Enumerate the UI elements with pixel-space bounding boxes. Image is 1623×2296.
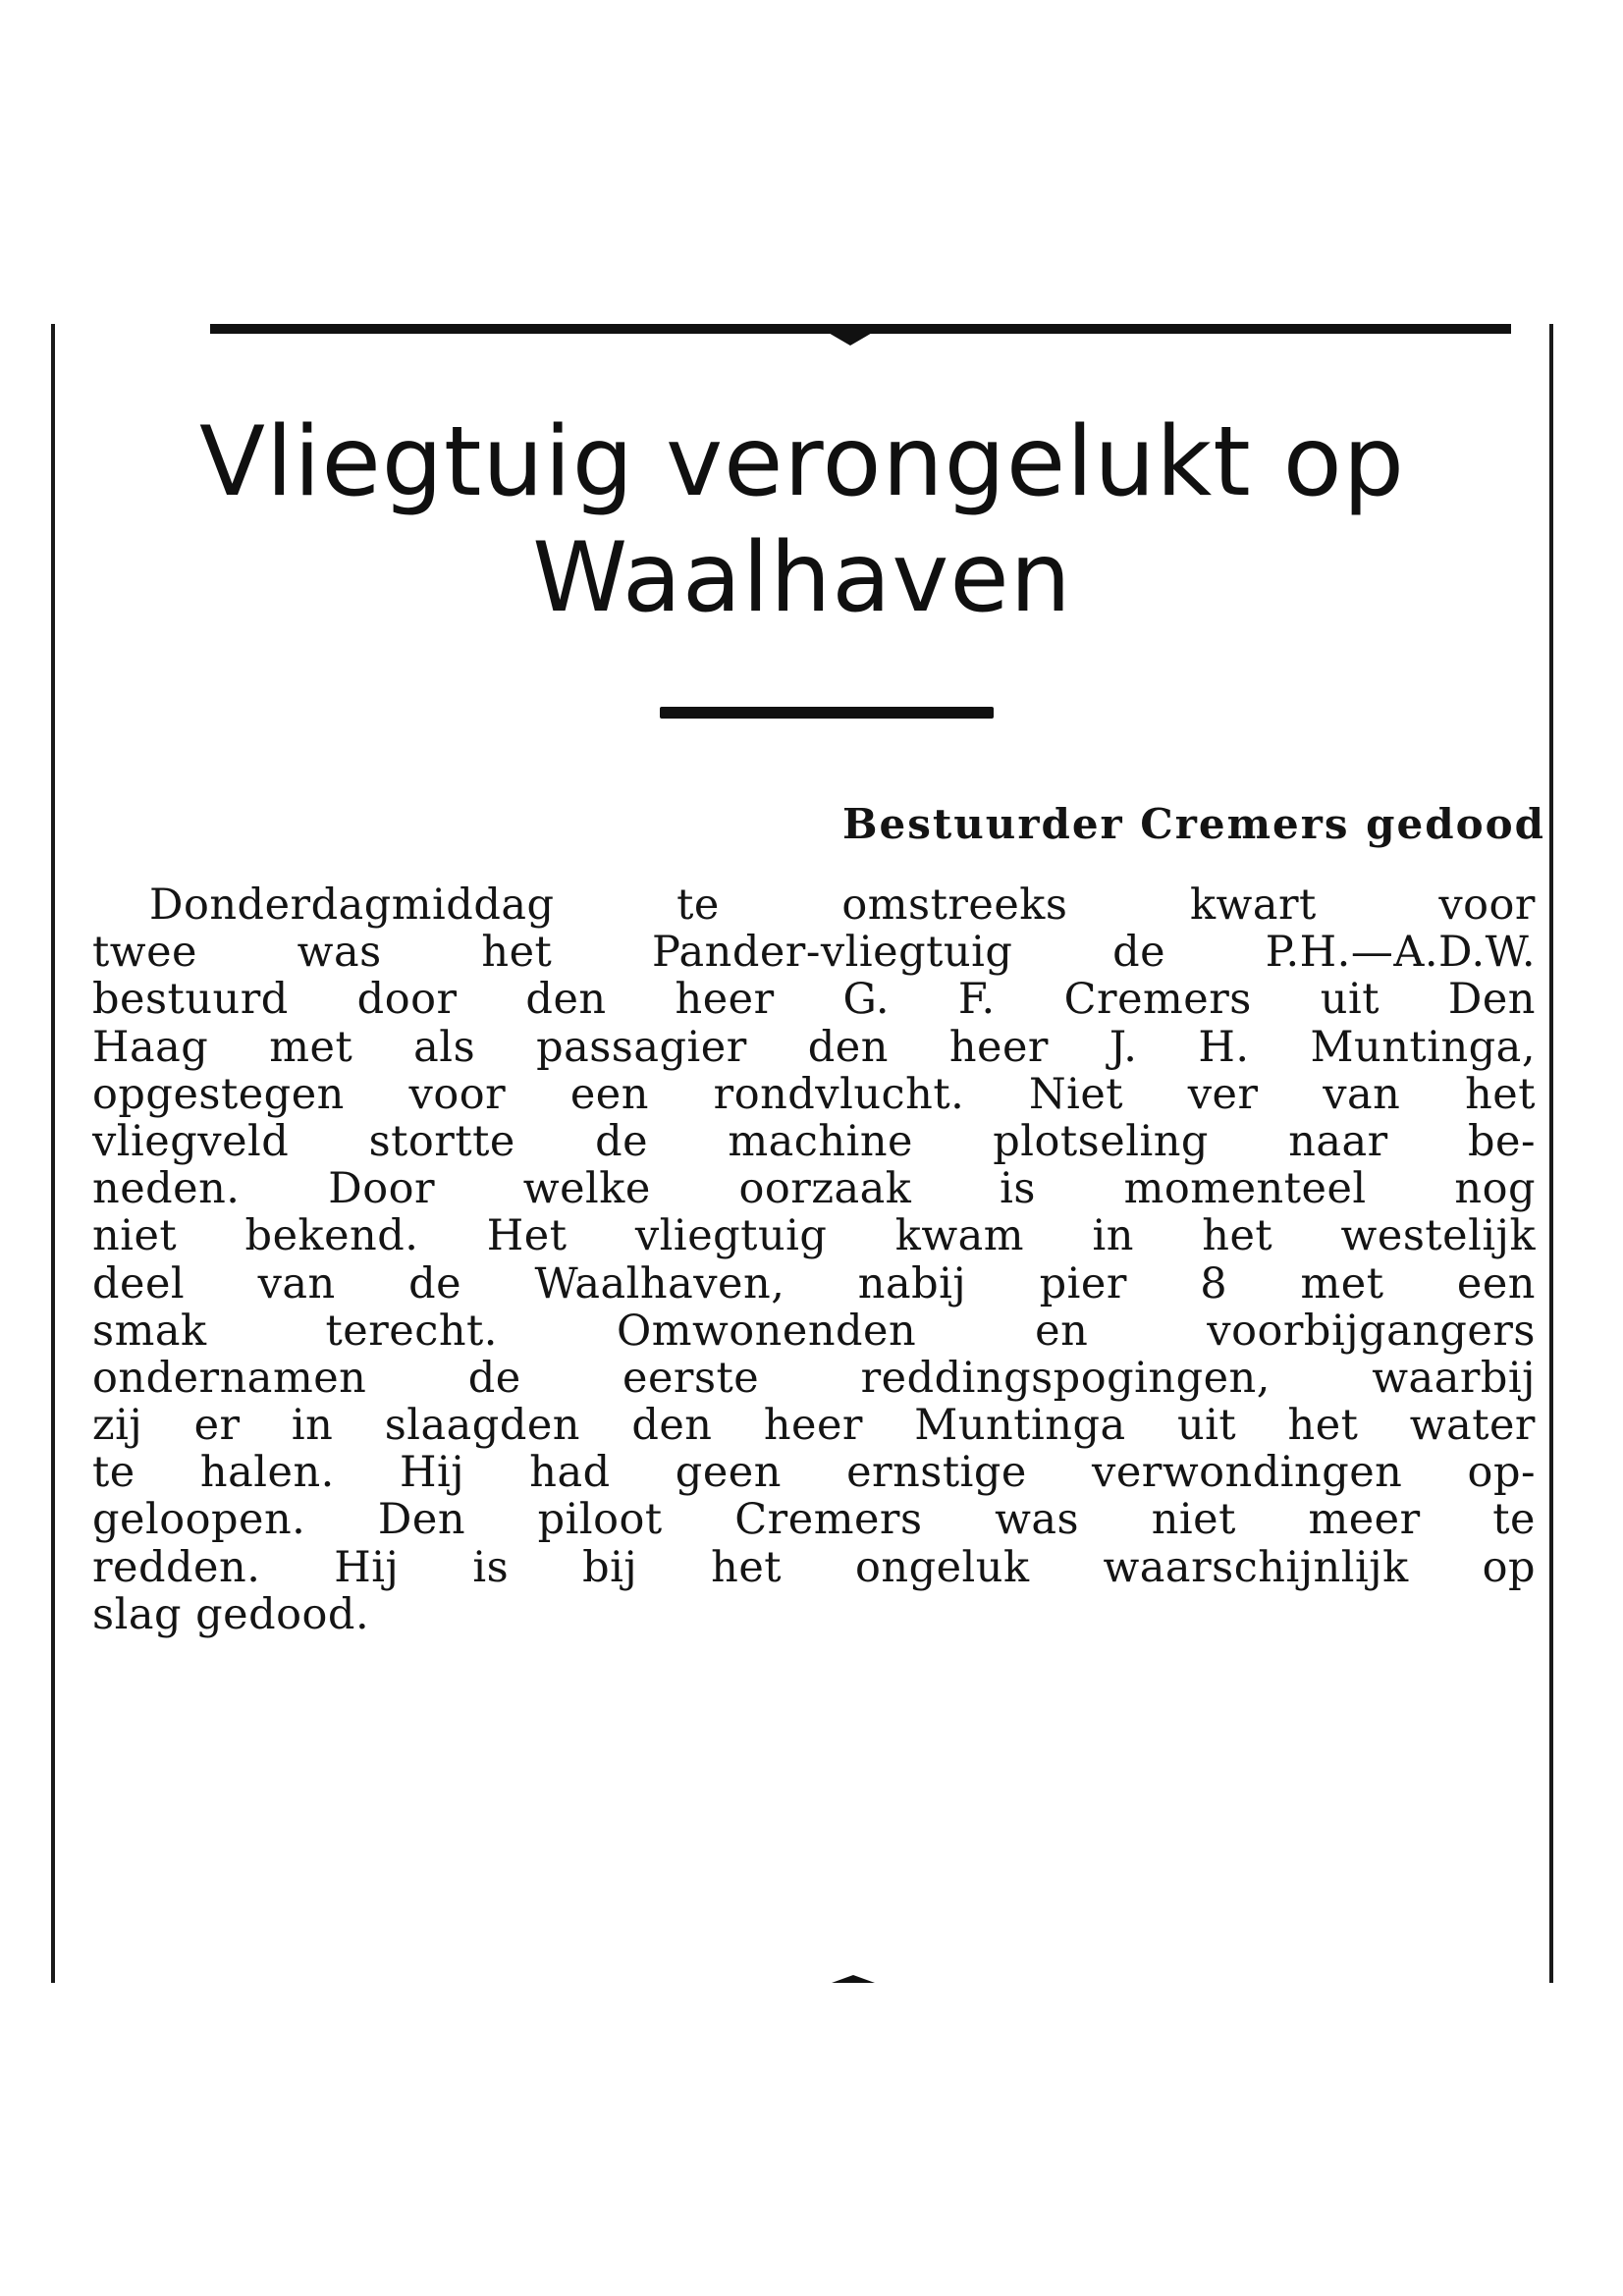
body-line: vliegveld stortte de machine plotseling naar be- [92,1117,1536,1166]
body-line: Donderdagmiddag te omstreeks kwart voor [149,881,1536,930]
body-line: neden. Door welke oorzaak is momenteel nog [92,1165,1536,1213]
body-line: te halen. Hij had geen ernstige verwondingen op- [92,1449,1536,1497]
newspaper-clipping [51,324,1553,1983]
body-line: opgestegen voor een rondvlucht. Niet ver van het [92,1070,1536,1118]
article-body [92,881,1536,1638]
headline-divider [660,707,994,719]
body-line: bestuurd door den heer G. F. Cremers uit Den [92,976,1536,1024]
body-line: Haag met als passagier den heer J. H. Muntinga, [92,1023,1536,1071]
body-line: smak terecht. Omwonenden en voorbijgangers [92,1307,1536,1355]
body-line: niet bekend. Het vliegtuig kwam in het westelijk [92,1212,1536,1260]
body-line: zij er in slaagden den heer Muntinga uit het water [92,1402,1536,1450]
headline [110,404,1494,636]
top-rule-ornament [827,332,874,346]
body-line: ondernamen de eerste reddingspogingen, waarbij [92,1354,1536,1403]
left-column-rule [51,324,55,1983]
body-line: deel van de Waalhaven, nabij pier 8 met een [92,1259,1536,1308]
body-line: redden. Hij is bij het ongeluk waarschijnlijk op [92,1543,1536,1591]
subheading: Bestuurder Cremers gedood [842,800,1545,848]
body-line: slag gedood. [92,1590,370,1638]
right-column-rule [1549,324,1553,1983]
headline-line-1: Vliegtuig verongelukt op [199,406,1405,518]
body-line: geloopen. Den piloot Cremers was niet meer te [92,1496,1536,1544]
headline-line-2: Waalhaven [532,522,1072,634]
body-line: twee was het Pander-vliegtuig de P.H.—A.D.W. [92,929,1536,977]
bottom-ornament [832,1975,875,1983]
